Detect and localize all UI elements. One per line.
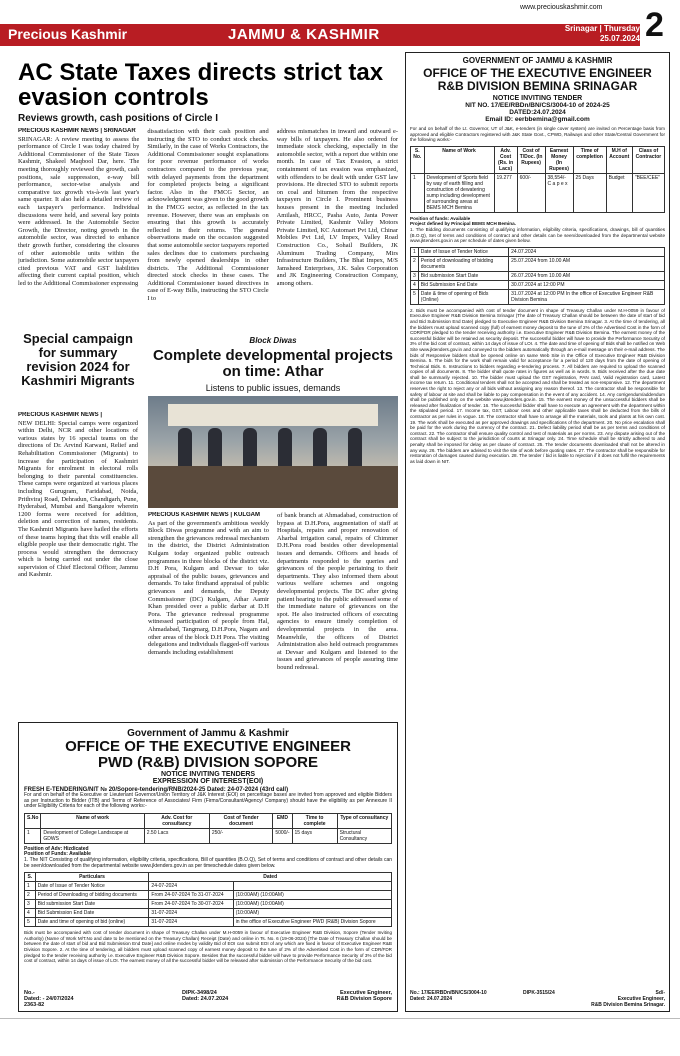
tender-footer-number: 2363-82 [24, 1002, 45, 1008]
tender-footer [410, 990, 665, 1008]
table-header-cell: Earnest Money (In Rupees) [545, 146, 573, 173]
table-header-cell: EMD [273, 813, 292, 828]
table-row [411, 173, 665, 212]
bid-documents-note: 1. The Bidding documents consisting of qualifying information, eligibility criteria, specifications, drawings, bill of quantities (B.O.Q), Set of terms and conditions of contract and other details can be seen/downloaded from the departmental website www.jktenders.gov.in as per schedule of dates given below. [410, 226, 665, 244]
tender-office: OFFICE OF THE EXECUTIVE ENGINEER [65, 738, 351, 755]
table-cell: "BEE/CEE" [632, 173, 664, 212]
photo-banner [168, 404, 378, 426]
page-number: 2 [645, 6, 664, 44]
edition-date-value: 25.07.2024 [599, 34, 640, 43]
tender-footer-signatory: Executive Engineer, R&B Division Sopore [336, 990, 392, 1002]
works-table-header [411, 146, 665, 173]
block-diwas-kicker: Block Diwas [249, 336, 297, 345]
tender-footer-ref: No.: 17/EE/RBDn/BN/CS/3004-10 Dated: 24.07.2024 [410, 990, 487, 1002]
table-cell: 5 [25, 918, 36, 927]
tender-footer-dipk: DIPK-3498/24 Dated: 24.07.2024 [182, 990, 229, 1002]
schedule-table-header [25, 873, 392, 882]
table-cell: (10:00AM) (10:00AM) [233, 891, 391, 900]
table-cell: 25 Days [573, 173, 606, 212]
table-cell: Period of downloading of bidding documents [418, 256, 508, 271]
section-title: JAMMU & KASHMIR [228, 26, 380, 43]
lead-subhead: Reviews growth, cash positions of Circle I [18, 113, 219, 124]
table-cell: in the office of Executive Engineer PWD (R&B) Division Sopore [233, 918, 391, 927]
position-of-funds: Position of funds: Available [410, 215, 471, 221]
lead-column-2: dissatisfaction with their cash position and instructing the STO to conduct stock checks. Similarly, in the case of Works Contractors, the Additional Commissioner sought explanations for poor revenue performance of works contractors compared to the previous year, with delayed payments from the department for completed projects being a significant factor. Also in the FMCG Sector, an acknowledgment was given to the good growth in the FMCG sector, as reflected in the tax revenue. However, there was an emphasis on ensuring that this growth is accurately reflected in their returns. The general observations made on the occasion suggested that some automobile sector taxpayers reported sales declines due to customers purchasing from newly opened dealerships in other districts. The Additional Commissioner directed stock checks in these cases. The Additional Commissioner issued directives in case of E-way Bills, instructing the STO Circle I to [147, 128, 269, 303]
table-cell: Bid Submission End Date [35, 909, 149, 918]
table-cell: 2.50 Lacs [144, 828, 209, 843]
table-cell: 2 [25, 891, 36, 900]
table-cell: 1 [25, 882, 36, 891]
photo-person [243, 428, 257, 466]
nit-note: 1. The NIT Consisting of qualifying information, eligibility criteria, specifications, Bill of quantities (B.O.Q), Set of terms and conditions of contract and other details can be seen/downloaded from the departmental website www.jktenders.gov.in as per timeschedule dates given below. [24, 856, 392, 869]
photo-table [148, 466, 398, 508]
newspaper-brand: Precious Kashmir [8, 26, 128, 42]
table-header-cell: Time to complete [292, 813, 337, 828]
table-cell: (10:00AM) [233, 909, 391, 918]
table-header-cell: Adv. Cost for consultancy [144, 813, 209, 828]
table-cell: 3 [25, 900, 36, 909]
tender-nit-title: NOTICE INVITING TENDERS [160, 771, 256, 778]
table-header-cell: Cost of T/Doc. (In Rupees) [517, 146, 545, 173]
table-header-cell: Time of completion [573, 146, 606, 173]
table-header-cell: M.H of Account [606, 146, 632, 173]
bemina-tender-notice [405, 52, 670, 1012]
table-row [25, 909, 392, 918]
tender-eoi-title: EXPRESSION OF INTEREST(EOI) [152, 778, 264, 785]
table-cell: 31.07.2024 at 12:00 PM In the office of Executive Engineer R&B Division Bemina [509, 289, 665, 304]
table-cell: 3 [411, 271, 419, 280]
tender-intro: For and on behalf of the Executive or Lieutenant Governor/Union Territory of J&K Interest (EOI) on percentage bases are invited from approved and eligible Bidders as per Instruction to Bidder (ITB) and Terms of Reference of Associates/ Firm (Firms/Consultant/Agency/ Company) should have the eligibility as per Annexure II under Eligibility Criteria for each of the following works:- [24, 792, 392, 810]
edition-place-day: Srinagar | Thursday [564, 24, 640, 33]
edition-date [530, 24, 640, 44]
table-cell: Development of College Landscape at GDWS [41, 828, 144, 843]
tender-nit-title: NOTICE INVITING TENDER [492, 95, 583, 102]
table-cell: From 24-07-2024 To 31-07-2024 [149, 891, 233, 900]
table-header-cell: Name of Work [424, 146, 494, 173]
table-header-cell: Dated [149, 873, 392, 882]
table-row [25, 828, 392, 843]
block-diwas-column-2: of bank branch at Ahmadabad, construction of bypass at D.H.Pora, augmentation of staff at Hospitals, repairs and proper renovation of Aharbal irrigation canal, repairs of Chimmer D.H.Pora road besides other developmental issues and demands. Officers and heads of departments responded to the queries and grievances of the people pertaining to their departments. They also informed them about various welfare schemes and ongoing developmental projects. The DC after giving patient hearing to the public addressed some of the immediate nature of grievances on the spot. He also instructed officers of executing agencies to ensure timely completion of developmental projects in the area. Meanwhile, the officers of District Administration also held outreach programmes at Devsar and Kulgam and listened to the issues and grievances of people assuring time bound redressal. [277, 512, 398, 671]
page-bottom-rule [0, 1018, 680, 1019]
tender-reference: FRESH E-TENDERING/NIT № 20/Sopore-tendering/RNB/2024-25 Dated: 24-07-2024 (43rd call) [24, 787, 289, 793]
tender-footer-dipk: DIPK-3515/24 [523, 990, 555, 996]
block-diwas-column-1 [148, 512, 269, 718]
table-row [411, 256, 665, 271]
photo-person [208, 428, 222, 466]
tender-intro: For and on behalf of the Lt. Governor, UT of J&K, e-tenders (in single cover system) are invited on Percentage basis from approved and eligible Contractors registered with J&K State Govt., CPWD, Railways and other State/Central Government for the following works:- [410, 126, 665, 143]
works-table [24, 813, 392, 844]
table-row [411, 289, 665, 304]
position-of-funds: Position of Adv: Hizdicated Position of Funds: Available [24, 845, 91, 858]
table-cell: 30.07.2024 at 12:00 PM [509, 280, 665, 289]
block-diwas-subhead: Listens to public issues, demands [205, 383, 341, 393]
table-cell: Date of Issue of Tender Notice [35, 882, 149, 891]
table-cell: 38,554/- C a p e x [545, 173, 573, 212]
project-defined: Project defined by Principal BEMS MCH Bemina. [410, 221, 516, 227]
table-header-cell: Cost of Tender document [209, 813, 272, 828]
lead-article [18, 128, 398, 328]
table-cell: 4 [411, 280, 419, 289]
masthead [0, 0, 680, 48]
table-header-cell: Name of work [41, 813, 144, 828]
migrants-byline: PRECIOUS KASHMIR NEWS | [18, 412, 103, 418]
tender-footer-ref: No.- Dated: - 24/07/2024 [24, 990, 74, 1002]
table-cell: 25.07.2024 from 10.00 AM [509, 256, 665, 271]
table-header-cell: Type of consultancy [337, 813, 391, 828]
table-row [25, 918, 392, 927]
schedule-table [410, 247, 665, 305]
tender-office: OFFICE OF THE EXECUTIVE ENGINEER [423, 66, 652, 80]
table-header-cell: Class of Contractor [632, 146, 664, 173]
block-diwas-byline: PRECIOUS KASHMIR NEWS | KULGAM [148, 512, 261, 518]
table-header-cell: S. No. [411, 146, 425, 173]
table-cell: Date of Issue of Tender Notice [418, 247, 508, 256]
photo-person [348, 428, 362, 466]
table-cell: Bid submission Start Date [418, 271, 508, 280]
tender-dated: DATED:24.07.2024 [509, 109, 566, 116]
lead-column-1 [18, 128, 139, 328]
migrants-text: NEW DELHI: Special camps were organized within Delhi, NCR and other locations of various states by 16 special teams on the directions of Dr. Arvind Karwani, Relief and Rehabilitation Commissioner (Migrants) to increase the participation of Kashmiri Migrants for enrolment in electoral rolls belonging to their parental constituencies. These camps were organized at various places including Gurugram, Faridabad, Noida, Prithviraj Road, Dehradun, Chandigarh, Pune, Hyderabad, Mumbai and Bangalore wherein 1200 forms were received for addition, deletion and correction of names, residents. The Kashmiri Migrants have hailed the efforts of these teams hoping that this will enable all eligible people use their democratic right. The process would strengthen the democracy which is being carried out under the close supervision of Chief Electoral Officer, Jammu and Kashmir. [18, 419, 138, 579]
migrants-article [18, 412, 138, 712]
photo-person [313, 428, 327, 466]
table-cell: Bid submission Start Date [35, 900, 149, 909]
schedule-table [24, 872, 392, 927]
table-cell: Development of Sports field by way of earth filling and construction of dewatering sump including development of surrounding areas at BEMS MCH Bemina [424, 173, 494, 212]
tender-footer-left [24, 990, 74, 1008]
block-diwas-photo [148, 396, 398, 508]
table-row [411, 247, 665, 256]
tender-footer [24, 990, 392, 1008]
table-cell: 15 days [292, 828, 337, 843]
tender-division: PWD (R&B) DIVISION SOPORE [97, 754, 318, 771]
table-cell: Structural Consultancy [337, 828, 391, 843]
table-cell: 1 [411, 247, 419, 256]
table-cell: 600/- [517, 173, 545, 212]
migrants-headline: Special campaign for summary revision 2024 for Kashmiri Migrants [21, 331, 135, 388]
table-header-cell: Adv. Cost (Rs. in Lacs) [494, 146, 517, 173]
table-header-cell: Particulars [35, 873, 149, 882]
tender-clauses: 2. Bids must be accompanied with cost of tender document in shape of Treasury Challan under M.H-0059 in favour of Executive Engineer R&B Division Bemina Srinagar (The date of Treasury Challan should be between the date of start of bid and Bid Submission End Date) pledged to Executive Engineer R&B Division Bemina Srinagar. 3. At the time of tendering, all the bidders must upload scanned copy (full) of earnest money deposit to the tune of 2% of the Advertised Cost in the form of CDR/FDR pledged to the tender receiving authority i.e. Executive Engineer R&B Division Bemina. The earnest money of the successful bidder will be retained as security deposit. The successful bidder will have to provide the Performance Security of 3% of the bid cost of contract, within 14 days of issue of LOI. 4. The date and time of opening of Bids shall be notified on Web Site www.jktenders.gov.in and conveyed to the bidders automatically through an e-mail message on their e-mail address. The bids of Responsive bidders shall be opened online on same Web Site in the Office of Executive Engineer R&B Division Bemina. 5. The bids for the work shall remain valid for acceptance for a period of 120 days from the date of opening of Technical Bids. 6. Instructions to bidders regarding e-tendering process. 7. All bidders are required to upload the scanned copies of all documents. 8. The bidder shall quote rates in figures as well as in words. 9. Bids received after the due date shall be summarily rejected. 10. The bidder must upload the GST registration, PAN card, Valid registration card, Latest income tax return. 11. Conditional tenders shall not be accepted and shall be treated as non-responsive. 12. The department reserves the right to reject any or all bids without assigning any reason thereof. 13. The contractor shall be responsible for safety of labour at site and shall be liable to pay compensation in the event of any accident. 14. Any corrigendum/addendum shall be published only on the website www.jktenders.gov.in. 15. The earnest money of the unsuccessful bidders shall be released after finalization of tender. 16. The successful bidder shall have to execute an agreement with the department within the stipulated period. 17. Income tax, GST, Labour cess and other applicable taxes shall be deducted from the bills of contractor as per rules in vogue. 18. The contractor shall have to arrange all the materials, tools and plants at his own cost. 19. The work shall be executed as per approved drawings and specifications of the department. 20. No price escalation shall be paid for the work during the currency of the contract. 21. Defect liability period shall be as per terms and conditions of contract. 22. The contractor shall ensure quality control and test of materials as per norms. 23. Any dispute arising out of the contract shall be subject to the jurisdiction of courts at Srinagar only. 24. Time schedule shall be strictly adhered to and penalty shall be imposed for delay as per clause of contract. 25. The tender documents downloaded shall not be altered in any way. 26. The bidders are advised to visit the site of work before quoting rates. 27. The contractor shall be responsible for restoration of damages caused during execution. 28. The tender / bid is liable to rejection if it does not fulfil the requirements as laid down in NIT. [410, 307, 665, 464]
sopore-tender-notice [18, 722, 398, 1012]
table-row [411, 280, 665, 289]
table-cell: 31-07-2024 [149, 918, 233, 927]
table-cell: 1 [411, 173, 425, 212]
table-cell: Date and time of opening of bid (online) [35, 918, 149, 927]
tender-reference: NIT NO. 17/EE/RBDn/BN/CS/3004-10 of 2024-25 [465, 102, 610, 109]
table-cell: Bid Submission End Date [418, 280, 508, 289]
tender-email: Email ID: eerbbemina@gmail.com [485, 116, 590, 123]
table-cell: (10:00AM) (10:00AM) [233, 900, 391, 909]
tender-government: Government of Jammu & Kashmir [127, 728, 289, 739]
table-cell: 5000/- [273, 828, 292, 843]
table-cell: 26.07.2024 from 10.00 AM [509, 271, 665, 280]
table-cell: 5 [411, 289, 419, 304]
table-row [25, 882, 392, 891]
website-url: www.preciouskashmir.com [520, 4, 603, 11]
tender-clauses: Bids must be accompanied with cost of tender document in shape of Treasury Challan under M.H-0059 in favour of Executive Engineer R&B Division, Sopore (Tender Inviting Authority) (Name of Work M/T.No and date to be mentioned on the Treasury Challan) Receipt (Date) and online in Ts. No. 6 (19-06-2024) [The Date of Treasury Challan should be between the date of start of bid and Bid Submission End Date] and online modes by validity Bid of EOI can submit EOI of any which are fixed in favour of Executive Engineer R&B Division Sopore. 2. At the time of tendering, all bidders must upload scanned copy of earnest money deposit to the tune of 2% of the Advertised Cost in the form of CDR/FDR pledged to the tender receiving authority i.e. Executive Engineer R&B Division Sopore. Besides that the successful bidder will have to provide Performance Security of 3% of the bid cost of contract, within 14 days of issue of LOI. The earnest money of all the successful bidder will be released after submission of the Performance Security of the bid cost. [24, 930, 392, 964]
works-table [410, 146, 665, 213]
photo-person [178, 428, 192, 466]
table-cell: 4 [25, 909, 36, 918]
table-cell: 24-07-2024 [149, 882, 233, 891]
table-cell: 250/- [209, 828, 272, 843]
lead-text-1: SRINAGAR: A review meeting to assess the performance of Circle I was today chaired by Additional Commissioner of the State Taxes Kashmir, Shakeel Maqbool Dar, here. The meeting thoroughly reviewed the growth, cash positions, sale suppression, e-way bill performance, sector-wise analysis and comparative tax growth vis-à-vis last year's same quarter. It also held a detailed review of each taxpayer's performance. Individual discussions were held, and several key points were addressed. In the Automobile Sector Growth, the Director, noting growth in the automobile sector, was directed to enhance their growth further, considering the closures of other automobile units within the jurisdiction. Some automobile sector taxpayers cited previous VAT and GST liabilities affecting their current capital position, which led to the Additional Commissioner expressing [18, 135, 140, 287]
block-diwas-headline: Complete developmental projects on time: Athar [152, 347, 394, 380]
table-cell: 31-07-2024 [149, 909, 233, 918]
table-header-cell: S. [25, 873, 36, 882]
block-diwas-article [148, 512, 398, 718]
table-row [411, 271, 665, 280]
table-cell: 24.07.2024 [509, 247, 665, 256]
table-cell [233, 882, 391, 891]
table-row [25, 891, 392, 900]
tender-division: R&B DIVISION BEMINA SRINAGAR [437, 79, 638, 93]
tender-footer-signatory: Sd/- Executive Engineer, R&B Division Bemina Srinagar. [591, 990, 665, 1008]
table-cell: 19.277 [494, 173, 517, 212]
lead-column-3: address mismatches in inward and outward e-way bills of taxpayers. He also ordered for immediate stock checking, especially in the automobile sector, with a report due within one month. In case of Tax Evasion, a strict containment of tax evasion was emphasized, with offenders to be dealt with under GST law provisions. He directed STO to submit reports on coal and bitumen from the respective taxpayers in Circle I. Prominent business houses present in the meeting included Amilash, HRCC, Pasha Auto, Janta Power Private Limited, Kashmir Valley Motors Private Limited, KC Automart Pvt Ltd, Chinar Mobiles Pvt Ltd, LV Impex, Valley Road Construction Co., Sohail Builders, JK Aluminum Trading Company, Mirs Infrastructure Builders, The Bhat Impex, M/S Jamsheed Enterprises, J.K. Sales Corporation and JK Engineering Construction Company, among others. [276, 128, 398, 287]
tender-government: GOVERNMENT OF JAMMU & KASHMIR [462, 56, 613, 65]
photo-person [278, 428, 292, 466]
block-diwas-text-1: As part of the government's ambitious weekly Block Diwas programme and with an aim to strengthen the grievances redressal mechanism in the district, the District Administration Kulgam today organized public outreach programmes in three blocks of the district viz. D.H Pora, Kulgam and Devsar to take appraisal of the public issues, grievances and demands. To take firsthand appraisal of public grievances and demands, the Deputy Commissioner (DC) Kulgam, Athar Aamir Khan presided over a public darbar at D.H Pora. The grievance redressal programme witnessed participation of people from Hal, Ahmadabad, Tangmarg, D.H.Pora, Nagam and other areas of the block D.H Pora. The visiting delegations and individuals flagged-off various demands including establishment [148, 519, 269, 656]
table-row [25, 900, 392, 909]
table-header-cell: S.No [25, 813, 41, 828]
table-cell: 1 [25, 828, 41, 843]
lead-headline: AC State Taxes directs strict tax evasion controls [18, 59, 384, 111]
table-cell: Period of Downloading of bidding documents [35, 891, 149, 900]
table-cell: 2 [411, 256, 419, 271]
table-cell: Date & time of opening of Bids (Online) [418, 289, 508, 304]
table-cell: Budget [606, 173, 632, 212]
works-table-header [25, 813, 392, 828]
table-cell: From 24-07-2024 To 30-07-2024 [149, 900, 233, 909]
lead-byline: PRECIOUS KASHMIR NEWS | SRINAGAR [18, 128, 136, 134]
